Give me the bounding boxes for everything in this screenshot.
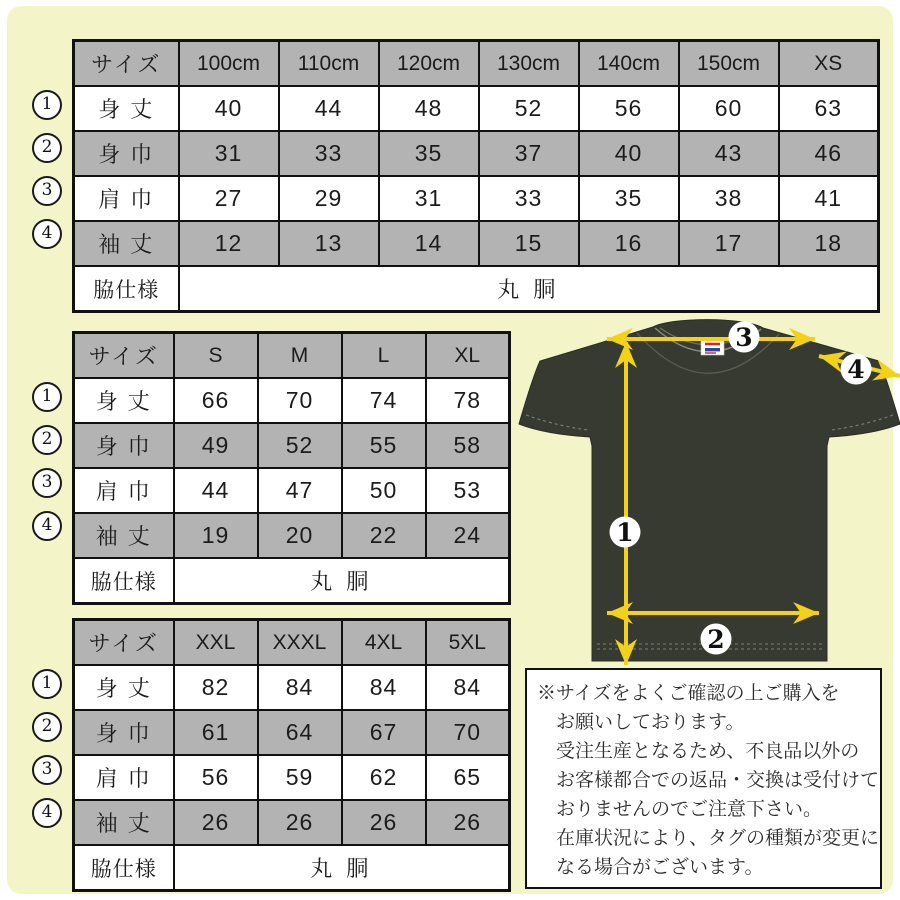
value-cell: 33 — [279, 131, 379, 176]
row-number-slot — [32, 705, 62, 748]
value-cell: 67 — [342, 710, 426, 755]
row-number-slot — [32, 126, 62, 169]
value-cell: 65 — [426, 755, 510, 800]
table-row — [74, 755, 510, 800]
side-spec-label-cell: 脇仕様 — [74, 558, 174, 604]
value-cell: 53 — [426, 468, 510, 513]
column-header-cell: L — [342, 333, 426, 379]
side-spec-value-cell: 丸 胴 — [174, 845, 510, 891]
table-row — [74, 800, 510, 845]
value-cell: 61 — [174, 710, 258, 755]
size-table-kids — [72, 39, 880, 313]
value-cell: 40 — [179, 86, 279, 131]
value-cell: 16 — [579, 221, 679, 266]
value-cell: 12 — [179, 221, 279, 266]
table-row — [74, 710, 510, 755]
value-cell: 84 — [258, 665, 342, 710]
table-row — [74, 131, 879, 176]
value-cell: 70 — [258, 378, 342, 423]
value-cell: 70 — [426, 710, 510, 755]
column-header-cell: M — [258, 333, 342, 379]
value-cell: 40 — [579, 131, 679, 176]
value-cell: 48 — [379, 86, 479, 131]
row-number-slot — [32, 169, 62, 212]
value-cell: 50 — [342, 468, 426, 513]
value-cell: 43 — [679, 131, 779, 176]
size-table-big — [72, 618, 511, 892]
row-number-slot — [32, 791, 62, 834]
value-cell: 24 — [426, 513, 510, 558]
value-cell: 33 — [479, 176, 579, 221]
side-spec-value-cell: 丸 胴 — [174, 558, 510, 604]
table-row — [74, 176, 879, 221]
note-line: 受注生産となるため、不良品以外の — [556, 741, 860, 762]
column-header-cell: XL — [426, 333, 510, 379]
neck-tag — [701, 340, 724, 355]
circled-number: 3 — [32, 176, 62, 206]
measure-label-2 — [701, 624, 732, 655]
note-line: お願いしております。 — [556, 712, 745, 733]
column-header-cell: XXL — [174, 620, 258, 666]
column-header-cell: 120cm — [379, 41, 479, 87]
row-label-cell: 肩 巾 — [74, 176, 179, 221]
value-cell: 44 — [279, 86, 379, 131]
row-number-column-big — [32, 662, 62, 834]
header-row — [74, 41, 879, 87]
row-number-slot — [32, 748, 62, 791]
row-number-column-kids — [32, 83, 62, 255]
column-header-cell: XXXL — [258, 620, 342, 666]
note-line: ※サイズをよくご確認の上ご購入を — [537, 683, 840, 704]
circled-number: 1 — [32, 90, 62, 120]
note-line: お客様都合での返品・交換は受付けて — [556, 770, 880, 791]
value-cell: 74 — [342, 378, 426, 423]
value-cell: 37 — [479, 131, 579, 176]
side-spec-label-cell: 脇仕様 — [74, 266, 179, 312]
value-cell: 47 — [258, 468, 342, 513]
column-header-cell: S — [174, 333, 258, 379]
table-row — [74, 86, 879, 131]
value-cell: 14 — [379, 221, 479, 266]
value-cell: 27 — [179, 176, 279, 221]
value-cell: 78 — [426, 378, 510, 423]
value-cell: 22 — [342, 513, 426, 558]
row-number-slot — [32, 461, 62, 504]
table-row — [74, 423, 510, 468]
size-header-cell: サイズ — [74, 333, 174, 379]
measure-label-3 — [729, 322, 760, 353]
value-cell: 63 — [779, 86, 879, 131]
value-cell: 26 — [342, 800, 426, 845]
footer-row — [74, 845, 510, 891]
value-cell: 84 — [342, 665, 426, 710]
measure-label-4 — [841, 354, 872, 385]
value-cell: 84 — [426, 665, 510, 710]
value-cell: 15 — [479, 221, 579, 266]
note-line: 在庫状況により、タグの種類が変更に — [556, 828, 880, 849]
row-label-cell: 袖 丈 — [74, 221, 179, 266]
circled-number: 1 — [32, 669, 62, 699]
note-line: なる場合がございます。 — [556, 857, 764, 878]
value-cell: 26 — [174, 800, 258, 845]
row-label-cell: 身 巾 — [74, 710, 174, 755]
svg-text:4: 4 — [847, 355, 865, 384]
value-cell: 31 — [379, 176, 479, 221]
row-label-cell: 身 丈 — [74, 378, 174, 423]
circled-number: 4 — [32, 511, 62, 541]
value-cell: 66 — [174, 378, 258, 423]
svg-text:2: 2 — [707, 625, 725, 654]
value-cell: 58 — [426, 423, 510, 468]
column-header-cell: 5XL — [426, 620, 510, 666]
table-row — [74, 513, 510, 558]
value-cell: 29 — [279, 176, 379, 221]
size-header-cell: サイズ — [74, 620, 174, 666]
note-line: おりませんのでご注意下さい。 — [556, 799, 823, 820]
column-header-cell: 100cm — [179, 41, 279, 87]
svg-text:3: 3 — [735, 323, 753, 352]
value-cell: 56 — [579, 86, 679, 131]
row-label-cell: 袖 丈 — [74, 513, 174, 558]
value-cell: 17 — [679, 221, 779, 266]
purchase-note-box — [525, 668, 882, 889]
row-label-cell: 袖 丈 — [74, 800, 174, 845]
row-label-cell: 身 丈 — [74, 86, 179, 131]
circled-number: 2 — [32, 425, 62, 455]
value-cell: 13 — [279, 221, 379, 266]
value-cell: 41 — [779, 176, 879, 221]
row-label-cell: 身 巾 — [74, 131, 179, 176]
value-cell: 82 — [174, 665, 258, 710]
value-cell: 62 — [342, 755, 426, 800]
value-cell: 20 — [258, 513, 342, 558]
table-row — [74, 665, 510, 710]
header-row — [74, 620, 510, 666]
table-row — [74, 221, 879, 266]
value-cell: 31 — [179, 131, 279, 176]
value-cell: 59 — [258, 755, 342, 800]
svg-text:1: 1 — [616, 518, 634, 547]
row-number-slot — [32, 212, 62, 255]
page-background — [7, 6, 893, 894]
row-number-slot — [32, 662, 62, 705]
value-cell: 26 — [258, 800, 342, 845]
tshirt-measurement-diagram — [505, 302, 900, 674]
circled-number: 1 — [32, 382, 62, 412]
value-cell: 19 — [174, 513, 258, 558]
value-cell: 60 — [679, 86, 779, 131]
column-header-cell: 150cm — [679, 41, 779, 87]
side-spec-label-cell: 脇仕様 — [74, 845, 174, 891]
value-cell: 49 — [174, 423, 258, 468]
size-table-adult — [72, 331, 511, 605]
column-header-cell: 4XL — [342, 620, 426, 666]
row-number-slot — [32, 504, 62, 547]
footer-row — [74, 558, 510, 604]
circled-number: 2 — [32, 133, 62, 163]
column-header-cell: 130cm — [479, 41, 579, 87]
table-row — [74, 468, 510, 513]
row-number-slot — [32, 418, 62, 461]
value-cell: 55 — [342, 423, 426, 468]
value-cell: 56 — [174, 755, 258, 800]
circled-number: 4 — [32, 798, 62, 828]
circled-number: 2 — [32, 712, 62, 742]
column-header-cell: 140cm — [579, 41, 679, 87]
circled-number: 4 — [32, 219, 62, 249]
row-number-slot — [32, 83, 62, 126]
value-cell: 18 — [779, 221, 879, 266]
table-row — [74, 378, 510, 423]
value-cell: 35 — [579, 176, 679, 221]
row-label-cell: 肩 巾 — [74, 468, 174, 513]
row-label-cell: 身 丈 — [74, 665, 174, 710]
column-header-cell: 110cm — [279, 41, 379, 87]
value-cell: 44 — [174, 468, 258, 513]
circled-number: 3 — [32, 468, 62, 498]
value-cell: 26 — [426, 800, 510, 845]
circled-number: 3 — [32, 755, 62, 785]
size-header-cell: サイズ — [74, 41, 179, 87]
value-cell: 52 — [479, 86, 579, 131]
value-cell: 35 — [379, 131, 479, 176]
row-label-cell: 肩 巾 — [74, 755, 174, 800]
value-cell: 46 — [779, 131, 879, 176]
header-row — [74, 333, 510, 379]
row-label-cell: 身 巾 — [74, 423, 174, 468]
row-number-column-adult — [32, 375, 62, 547]
value-cell: 64 — [258, 710, 342, 755]
row-number-slot — [32, 375, 62, 418]
measure-label-1 — [610, 517, 641, 548]
value-cell: 38 — [679, 176, 779, 221]
side-spec-value-cell: 丸 胴 — [179, 266, 879, 312]
value-cell: 52 — [258, 423, 342, 468]
column-header-cell: XS — [779, 41, 879, 87]
